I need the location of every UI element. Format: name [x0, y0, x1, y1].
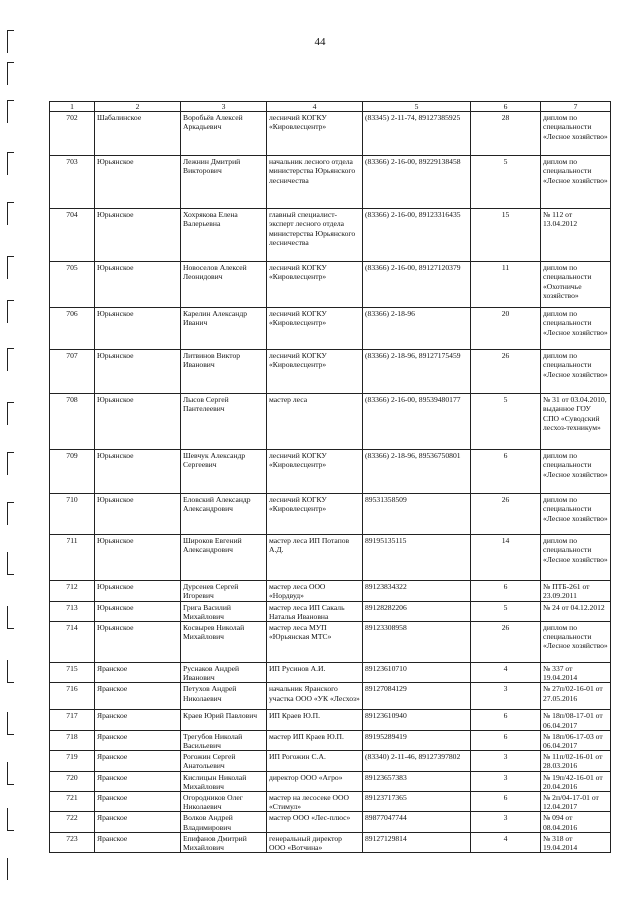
document-cell: диплом по специальности «Лесное хозяйство»: [541, 450, 611, 494]
binding-mark: [7, 762, 14, 785]
phone-cell: 89123610710: [363, 663, 471, 683]
phone-cell: 89195289419: [363, 730, 471, 750]
position-cell: мастер леса ООО «Нордвуд»: [267, 581, 363, 601]
document-cell: диплом по специальности «Лесное хозяйство»: [541, 350, 611, 394]
position-cell: лесничий КОГКУ «Кировлесцентр»: [267, 450, 363, 494]
person-name: Огородников Олег Николаевич: [181, 792, 267, 812]
phone-cell: (83366) 2-18-96: [363, 308, 471, 350]
document-cell: № 31 от 03.04.2010, выданное ГОУ СПО «Суводский лесхоз-техникум»: [541, 394, 611, 450]
document-cell: диплом по специальности «Лесное хозяйство»: [541, 156, 611, 209]
table-row: [50, 156, 611, 209]
binding-mark: [7, 300, 14, 323]
row-number: 721: [50, 792, 95, 812]
district-cell: Юрьянское: [95, 450, 181, 494]
experience-years: 5: [471, 394, 541, 450]
district-cell: Юрьянское: [95, 394, 181, 450]
table-row: [50, 112, 611, 156]
row-number: 707: [50, 350, 95, 394]
experience-years: 4: [471, 663, 541, 683]
person-name: Косвырев Николай Михайлович: [181, 622, 267, 663]
column-header: 3: [181, 102, 267, 112]
person-name: Литвинов Виктор Иванович: [181, 350, 267, 394]
table-row: [50, 710, 611, 730]
row-number: 702: [50, 112, 95, 156]
position-cell: мастер ООО «Лес-плюс»: [267, 812, 363, 832]
document-cell: № 11п/02-16-01 от 28.03.2016: [541, 751, 611, 771]
phone-cell: (83366) 2-16-00, 89127120379: [363, 262, 471, 308]
experience-years: 3: [471, 812, 541, 832]
experience-years: 26: [471, 494, 541, 535]
phone-cell: 89531358509: [363, 494, 471, 535]
position-cell: мастер леса МУП «Юрьянская МТС»: [267, 622, 363, 663]
row-number: 720: [50, 771, 95, 791]
document-cell: диплом по специальности «Лесное хозяйство»: [541, 535, 611, 581]
binding-mark: [7, 712, 14, 735]
district-cell: Юрьянское: [95, 209, 181, 262]
position-cell: ИП Русинов А.И.: [267, 663, 363, 683]
district-cell: Яранское: [95, 683, 181, 710]
district-cell: Шабалинское: [95, 112, 181, 156]
phone-cell: 89195135115: [363, 535, 471, 581]
column-header: 2: [95, 102, 181, 112]
phone-cell: 89127129814: [363, 832, 471, 852]
row-number: 723: [50, 832, 95, 852]
column-header: 6: [471, 102, 541, 112]
district-cell: Юрьянское: [95, 308, 181, 350]
row-number: 706: [50, 308, 95, 350]
phone-cell: (83366) 2-16-00, 89123316435: [363, 209, 471, 262]
page-number: 44: [314, 36, 326, 48]
document-cell: № 18п/06-17-03 от 06.04.2017: [541, 730, 611, 750]
row-number: 713: [50, 601, 95, 621]
district-cell: Яранское: [95, 710, 181, 730]
person-name: Трегубов Николай Васильевич: [181, 730, 267, 750]
district-cell: Юрьянское: [95, 622, 181, 663]
district-cell: Юрьянское: [95, 156, 181, 209]
binding-mark: [7, 152, 14, 175]
binding-mark: [7, 502, 14, 525]
table-row: [50, 308, 611, 350]
binding-marks: [4, 0, 18, 905]
experience-years: 3: [471, 771, 541, 791]
table-row: [50, 771, 611, 791]
position-cell: мастер ИП Краев Ю.П.: [267, 730, 363, 750]
district-cell: Юрьянское: [95, 494, 181, 535]
table-row: [50, 751, 611, 771]
binding-mark: [7, 348, 14, 371]
row-number: 716: [50, 683, 95, 710]
row-number: 704: [50, 209, 95, 262]
table-row: [50, 535, 611, 581]
phone-cell: (83366) 2-16-00, 89229138458: [363, 156, 471, 209]
phone-cell: 89877047744: [363, 812, 471, 832]
row-number: 709: [50, 450, 95, 494]
table-row: [50, 262, 611, 308]
experience-years: 5: [471, 601, 541, 621]
binding-mark: [7, 660, 14, 683]
document-cell: диплом по специальности «Охотничье хозяйство»: [541, 262, 611, 308]
person-name: Волков Андрей Владимирович: [181, 812, 267, 832]
document-cell: диплом по специальности «Лесное хозяйство»: [541, 308, 611, 350]
district-cell: Юрьянское: [95, 601, 181, 621]
phone-cell: 89123834322: [363, 581, 471, 601]
table-row: [50, 601, 611, 621]
table-row: [50, 450, 611, 494]
binding-mark: [7, 100, 14, 123]
document-cell: № 24 от 04.12.2012: [541, 601, 611, 621]
district-cell: Яранское: [95, 730, 181, 750]
position-cell: мастер леса: [267, 394, 363, 450]
column-header: 1: [50, 102, 95, 112]
position-cell: мастер леса ИП Потапов А.Д.: [267, 535, 363, 581]
person-name: Руснаков Андрей Иванович: [181, 663, 267, 683]
row-number: 705: [50, 262, 95, 308]
person-name: Дурсенев Сергей Игоревич: [181, 581, 267, 601]
position-cell: лесничий КОГКУ «Кировлесцентр»: [267, 494, 363, 535]
document-cell: № 318 от 19.04.2014: [541, 832, 611, 852]
table-row: [50, 394, 611, 450]
document-cell: № 19п/42-16-01 от 20.04.2016: [541, 771, 611, 791]
position-cell: директор ООО «Агро»: [267, 771, 363, 791]
position-cell: мастер леса ИП Сакаль Наталья Ивановна: [267, 601, 363, 621]
experience-years: 11: [471, 262, 541, 308]
document-cell: № 094 от 08.04.2016: [541, 812, 611, 832]
experience-years: 6: [471, 710, 541, 730]
position-cell: мастер на лесосеке ООО «Стимул»: [267, 792, 363, 812]
table-row: [50, 622, 611, 663]
experience-years: 15: [471, 209, 541, 262]
person-name: Лежнин Дмитрий Викторович: [181, 156, 267, 209]
person-name: Рогожин Сергей Анатольевич: [181, 751, 267, 771]
phone-cell: (83366) 2-18-96, 89127175459: [363, 350, 471, 394]
column-header: 7: [541, 102, 611, 112]
person-name: Грига Василий Михайлович: [181, 601, 267, 621]
binding-mark: [7, 552, 14, 575]
position-cell: ИП Краев Ю.П.: [267, 710, 363, 730]
person-name: Кислицын Николай Михайлович: [181, 771, 267, 791]
binding-mark: [7, 256, 14, 279]
person-name: Епифанов Дмитрий Михайлович: [181, 832, 267, 852]
row-number: 715: [50, 663, 95, 683]
phone-cell: (83366) 2-18-96, 89536750801: [363, 450, 471, 494]
phone-cell: (83366) 2-16-00, 89539480177: [363, 394, 471, 450]
person-name: Широков Евгений Александрович: [181, 535, 267, 581]
district-cell: Яранское: [95, 771, 181, 791]
experience-years: 5: [471, 156, 541, 209]
row-number: 711: [50, 535, 95, 581]
district-cell: Юрьянское: [95, 535, 181, 581]
district-cell: Яранское: [95, 663, 181, 683]
table-row: [50, 792, 611, 812]
document-cell: № 337 от 19.04.2014: [541, 663, 611, 683]
row-number: 708: [50, 394, 95, 450]
experience-years: 26: [471, 350, 541, 394]
binding-mark: [7, 808, 14, 831]
table-row: [50, 663, 611, 683]
experience-years: 28: [471, 112, 541, 156]
experience-years: 6: [471, 730, 541, 750]
table-row: [50, 209, 611, 262]
row-number: 718: [50, 730, 95, 750]
district-cell: Юрьянское: [95, 262, 181, 308]
experience-years: 14: [471, 535, 541, 581]
binding-mark: [7, 606, 14, 629]
person-name: Новоселов Алексей Леонидович: [181, 262, 267, 308]
binding-mark: [7, 452, 14, 475]
experience-years: 20: [471, 308, 541, 350]
position-cell: лесничий КОГКУ «Кировлесцентр»: [267, 350, 363, 394]
position-cell: генеральный директор ООО «Вотчина»: [267, 832, 363, 852]
phone-cell: 89123657383: [363, 771, 471, 791]
position-cell: лесничий КОГКУ «Кировлесцентр»: [267, 262, 363, 308]
district-cell: Яранское: [95, 751, 181, 771]
person-name: Еловский Александр Александрович: [181, 494, 267, 535]
document-cell: № ПТБ-261 от 23.09.2011: [541, 581, 611, 601]
experience-years: 4: [471, 832, 541, 852]
position-cell: лесничий КОГКУ «Кировлесцентр»: [267, 112, 363, 156]
position-cell: начальник Яранского участка ООО «УК «Лесхоз»: [267, 683, 363, 710]
table-row: [50, 581, 611, 601]
row-number: 712: [50, 581, 95, 601]
table-row: [50, 350, 611, 394]
header-row: [50, 102, 611, 112]
experience-years: 3: [471, 683, 541, 710]
row-number: 703: [50, 156, 95, 209]
position-cell: лесничий КОГКУ «Кировлесцентр»: [267, 308, 363, 350]
table-row: [50, 730, 611, 750]
experience-years: 3: [471, 751, 541, 771]
row-number: 714: [50, 622, 95, 663]
experience-years: 6: [471, 581, 541, 601]
person-name: Шевчук Александр Сергеевич: [181, 450, 267, 494]
column-header: 5: [363, 102, 471, 112]
experience-years: 26: [471, 622, 541, 663]
person-name: Хохрякова Елена Валерьевна: [181, 209, 267, 262]
position-cell: главный специалист-эксперт лесного отдела министерства Юрьянского лесничества: [267, 209, 363, 262]
position-cell: ИП Рогожин С.А.: [267, 751, 363, 771]
document-cell: диплом по специальности «Лесное хозяйство»: [541, 622, 611, 663]
binding-mark: [7, 858, 14, 880]
binding-mark: [7, 202, 14, 225]
table-row: [50, 683, 611, 710]
experience-years: 6: [471, 792, 541, 812]
row-number: 717: [50, 710, 95, 730]
binding-mark: [7, 62, 14, 85]
document-cell: № 18п/08-17-01 от 06.04.2017: [541, 710, 611, 730]
registry-table: [49, 101, 611, 853]
column-header: 4: [267, 102, 363, 112]
district-cell: Яранское: [95, 812, 181, 832]
person-name: Карелин Александр Иванич: [181, 308, 267, 350]
document-cell: № 112 от 13.04.2012: [541, 209, 611, 262]
document-cell: № 27п/02-16-01 от 27.05.2016: [541, 683, 611, 710]
phone-cell: 89123308958: [363, 622, 471, 663]
phone-cell: 89128282206: [363, 601, 471, 621]
document-cell: диплом по специальности «Лесное хозяйство»: [541, 494, 611, 535]
row-number: 722: [50, 812, 95, 832]
experience-years: 6: [471, 450, 541, 494]
district-cell: Юрьянское: [95, 581, 181, 601]
row-number: 719: [50, 751, 95, 771]
table-row: [50, 812, 611, 832]
row-number: 710: [50, 494, 95, 535]
table-row: [50, 832, 611, 852]
person-name: Лысов Сергей Пантелеевич: [181, 394, 267, 450]
district-cell: Яранское: [95, 792, 181, 812]
person-name: Петухов Андрей Николаевич: [181, 683, 267, 710]
table-row: [50, 494, 611, 535]
district-cell: Юрьянское: [95, 350, 181, 394]
phone-cell: (83345) 2-11-74, 89127385925: [363, 112, 471, 156]
phone-cell: (83340) 2-11-46, 89127397802: [363, 751, 471, 771]
person-name: Краев Юрий Павлович: [181, 710, 267, 730]
binding-mark: [7, 402, 14, 425]
person-name: Воробьёв Алексей Аркадьевич: [181, 112, 267, 156]
phone-cell: 89127084129: [363, 683, 471, 710]
phone-cell: 89123610940: [363, 710, 471, 730]
district-cell: Яранское: [95, 832, 181, 852]
document-cell: диплом по специальности «Лесное хозяйство»: [541, 112, 611, 156]
document-cell: № 2п/04-17-01 от 12.04.2017: [541, 792, 611, 812]
phone-cell: 89123717365: [363, 792, 471, 812]
position-cell: начальник лесного отдела министерства Юрьянского лесничества: [267, 156, 363, 209]
